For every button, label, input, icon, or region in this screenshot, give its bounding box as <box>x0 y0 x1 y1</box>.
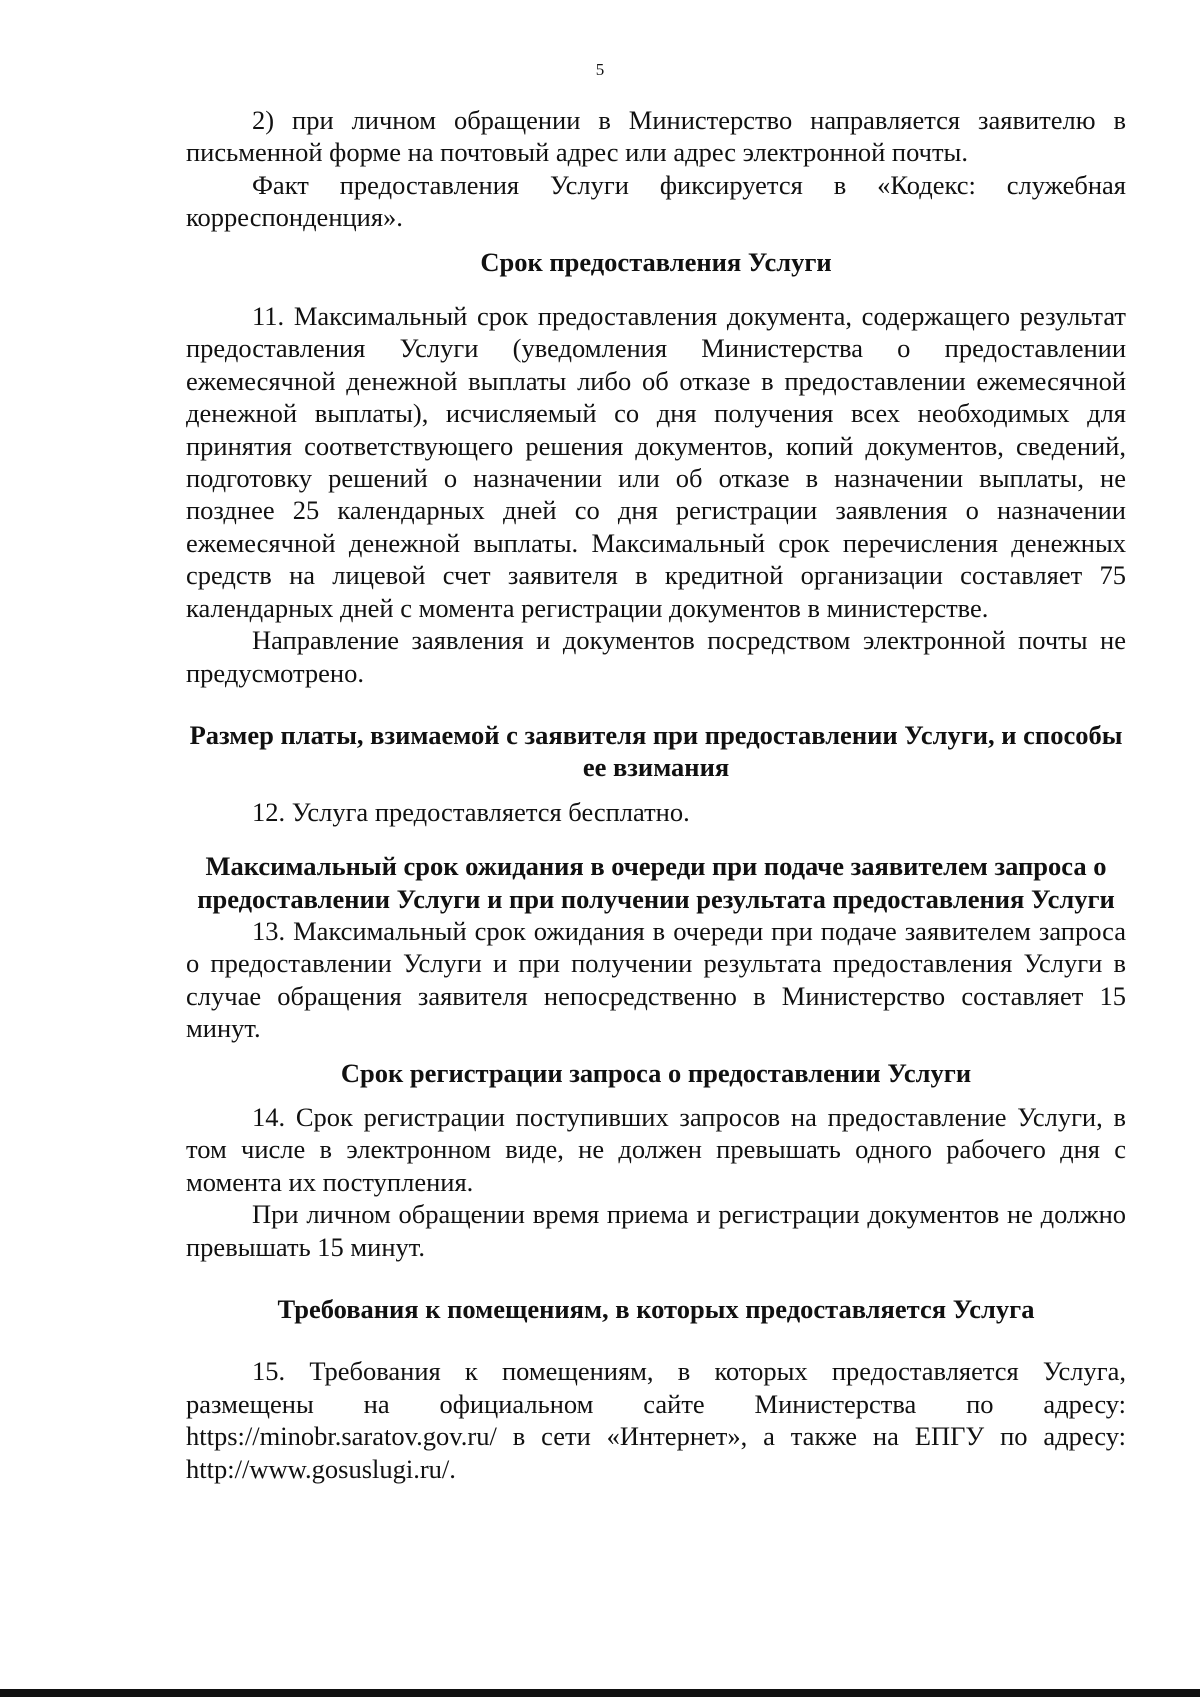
heading-premises: Требования к помещениям, в которых предоставляется Услуга <box>277 1294 1035 1324</box>
paragraph-personal-visit: При личном обращении время приема и регистрации документов не должно превышать 15 минут. <box>186 1199 1126 1262</box>
document-body <box>186 104 1126 1485</box>
heading-service-term: Срок предоставления Услуги <box>480 246 832 277</box>
bottom-border <box>0 1689 1200 1697</box>
paragraph-email-not-allowed: Направление заявления и документов посредством электронной почты не предусмотрено. <box>186 625 1126 688</box>
heading-registration-term: Срок регистрации запроса о предоставлении Услуги <box>340 1057 972 1088</box>
paragraph-result-delivery: 2) при личном обращении в Министерство направляется заявителю в письменной форме на почтовый адрес или адрес электронной почты. <box>186 105 1126 168</box>
paragraph-fact-registration: Факт предоставления Услуги фиксируется в «Кодекс: служебная корреспонденция». <box>186 169 1126 233</box>
page-number: 5 <box>595 60 605 79</box>
paragraph-12: 12. Услуга предоставляется бесплатно. <box>252 796 690 827</box>
heading-queue-time: Максимальный срок ожидания в очереди при подаче заявителем запроса о предоставлении Услуги и при получении результата предоставления Услуги <box>197 851 1115 914</box>
paragraph-13: 13. Максимальный срок ожидания в очереди при подаче заявителем запроса о предоставлении Услуги и при получении результата предоставления Услуги в случае обращения заявителя непосредственно в Министерство составляет 15 минут. <box>186 915 1126 1044</box>
paragraph-15: 15. Требования к помещениям, в которых предоставляется Услуга, размещены на официальном сайте Министерства по адресу: https://minobr.saratov.gov.ru/ в сети «Интернет», а также на ЕПГУ по адресу: http://www.gosuslugi.ru/. <box>186 1356 1126 1484</box>
paragraph-11: 11. Максимальный срок предоставления документа, содержащего результат предоставления Услуги (уведомления Министерства о предоставлении ежемесячной денежной выплаты либо об отказе в предоставлении ежемесячной денежной выплаты), исчисляемый со дня получения всех необходимых для принятия соответствующего решения документов, копий документов, сведений, подготовку решений о назначении или об отказе в назначении выплаты, не позднее 25 календарных дней со дня регистрации заявления о назначении ежемесячной денежной выплаты. Максимальный срок перечисления денежных средств на лицевой счет заявителя в кредитной организации составляет 75 календарных дней с момента регистрации документов в министерстве. <box>186 301 1126 623</box>
heading-fee: Размер платы, взимаемой с заявителя при предоставлении Услуги, и способы ее взимания <box>189 719 1123 783</box>
paragraph-14: 14. Срок регистрации поступивших запросов на предоставление Услуги, в том числе в электронном виде, не должен превышать одного рабочего дня с момента их поступления. <box>186 1101 1126 1197</box>
